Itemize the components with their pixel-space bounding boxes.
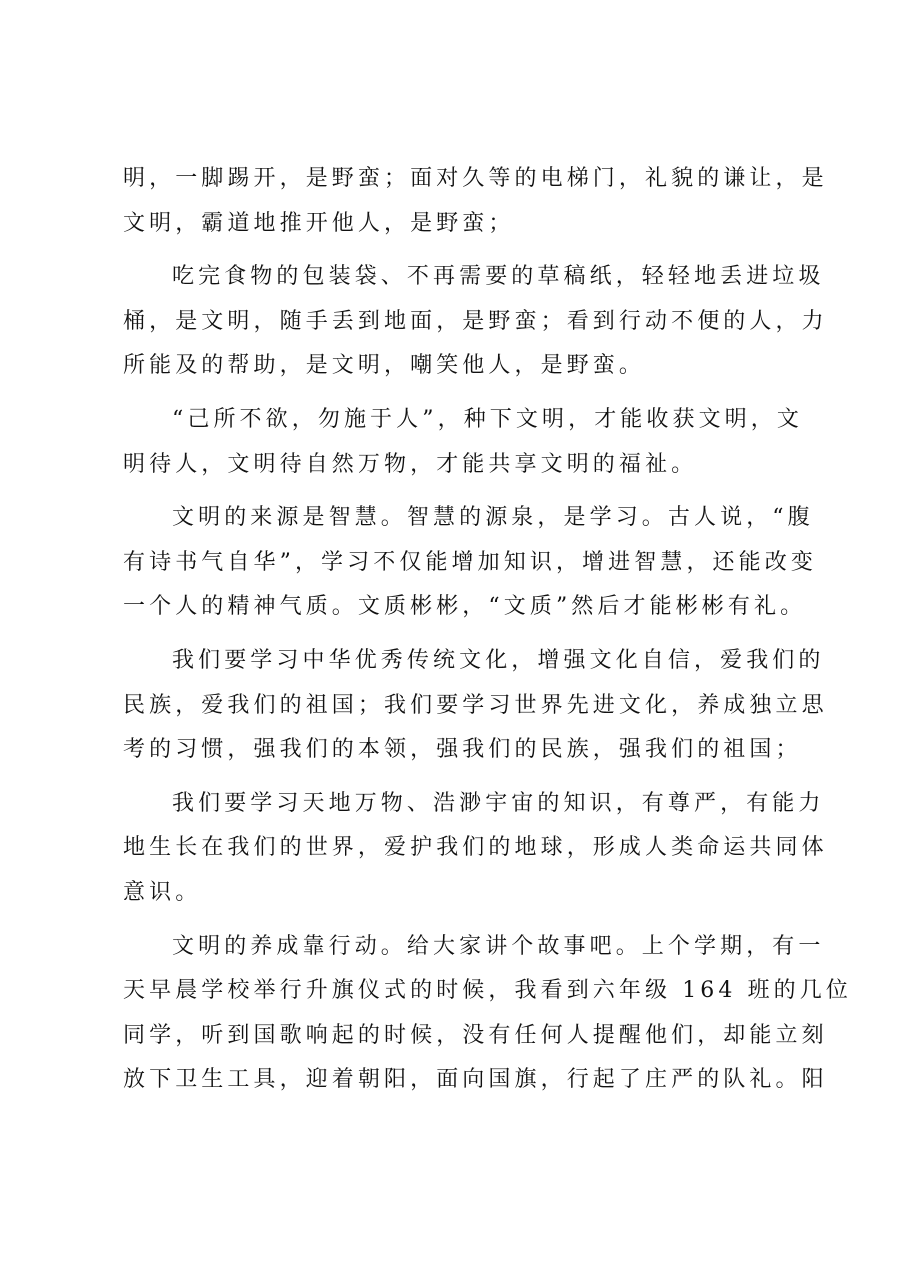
text-line: 放下卫生工具，迎着朝阳，面向国旗，行起了庄严的队礼。阳 <box>123 1067 828 1093</box>
paragraph <box>123 639 828 773</box>
text-line: 吃完食物的包装袋、不再需要的草稿纸，轻轻地丢进垃圾 <box>172 264 825 290</box>
text-line: 明，一脚踢开，是野蛮；面对久等的电梯门，礼貌的谦让，是 <box>123 166 828 191</box>
text-line: 我们要学习中华优秀传统文化，增强文化自信，爱我们的 <box>172 647 825 673</box>
text-line: 我们要学习天地万物、浩渺宇宙的知识，有尊严，有能力 <box>172 790 825 816</box>
text-line: 地生长在我们的世界，爱护我们的地球，形成人类命运共同体 <box>123 835 828 861</box>
text-line: 文明的养成靠行动。给大家讲个故事吧。上个学期，有一 <box>172 933 825 959</box>
text-line: 所能及的帮助，是文明，嘲笑他人，是野蛮。 <box>123 353 646 379</box>
paragraph <box>123 398 803 487</box>
text-line: 同学，听到国歌响起的时候，没有任何人提醒他们，却能立刻 <box>123 1022 828 1048</box>
text-line: 文明，霸道地推开他人，是野蛮； <box>123 210 515 236</box>
text-line: 考的习惯，强我们的本领，强我们的民族，强我们的祖国； <box>123 737 802 763</box>
text-line: 明待人，文明待自然万物，才能共享文明的福祉。 <box>123 451 698 477</box>
text-line: 一个人的精神气质。文质彬彬，“文质”然后才能彬彬有礼。 <box>123 594 807 620</box>
text-line: 有诗书气自华”，学习不仅能增加知识，增进智慧，还能改变 <box>123 549 817 575</box>
paragraph <box>123 496 817 630</box>
text-line: 桶，是文明，随手丢到地面，是野蛮；看到行动不便的人，力 <box>123 308 828 334</box>
text-line: 意识。 <box>123 879 202 905</box>
paragraph <box>123 782 828 916</box>
document-body <box>123 157 852 1112</box>
paragraph <box>123 157 828 246</box>
text-line: 文明的来源是智慧。智慧的源泉，是学习。古人说，“腹 <box>172 505 814 531</box>
text-line: “己所不欲，勿施于人”，种下文明，才能收获文明，文 <box>172 406 803 432</box>
paragraph <box>123 255 828 389</box>
paragraph <box>123 925 852 1103</box>
text-line: 天早晨学校举行升旗仪式的时候，我看到六年级 164 班的几位 <box>123 978 852 1004</box>
text-line: 民族，爱我们的祖国；我们要学习世界先进文化，养成独立思 <box>123 692 828 718</box>
